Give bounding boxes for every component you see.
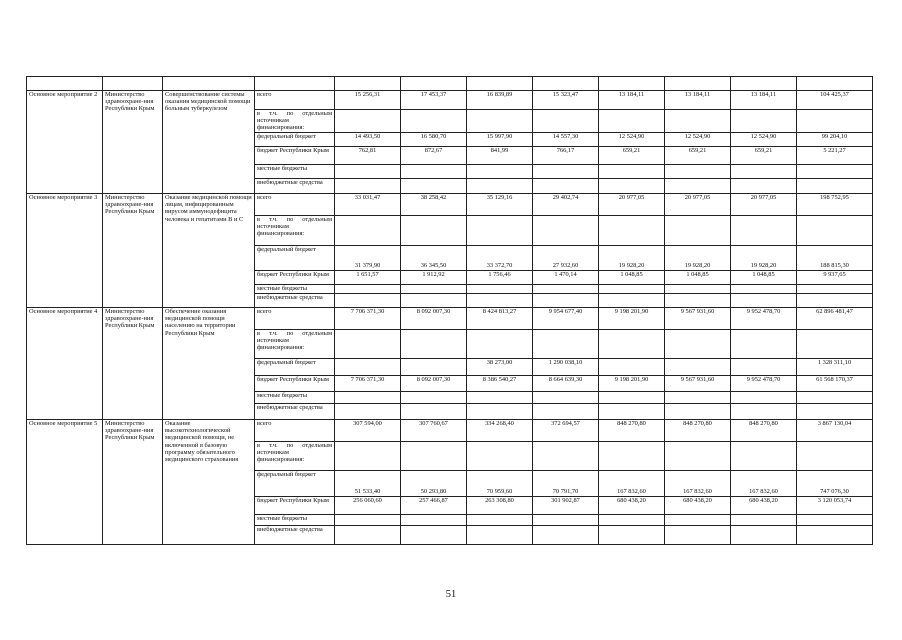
year-value-cell: 12 524,90 — [665, 133, 731, 147]
year-value-cell — [665, 359, 731, 376]
funding-source-cell: внебюджетные средства — [255, 404, 335, 420]
funding-source-cell: бюджет Республики Крым — [255, 271, 335, 285]
year-value-cell — [401, 216, 467, 246]
year-value-cell — [731, 294, 797, 308]
year-value-cell: 256 060,60 — [335, 497, 401, 515]
header-cell — [533, 77, 599, 91]
year-value-cell — [665, 404, 731, 420]
activity-name-cell: Основное мероприятие 5 — [27, 420, 103, 545]
year-value-cell — [401, 515, 467, 526]
funding-source-cell: внебюджетные средства — [255, 294, 335, 308]
year-value-cell — [335, 294, 401, 308]
funding-source-cell: внебюджетные средства — [255, 179, 335, 194]
budget-table — [26, 76, 873, 545]
year-value-cell — [335, 110, 401, 133]
year-value-cell — [335, 404, 401, 420]
header-cell — [255, 77, 335, 91]
year-value-cell — [401, 359, 467, 376]
year-value-cell — [335, 442, 401, 471]
year-value-cell: 9 952 478,70 — [731, 308, 797, 330]
year-value-cell: 263 308,80 — [467, 497, 533, 515]
year-value-cell: 12 524,90 — [731, 133, 797, 147]
year-value-cell: 659,21 — [665, 147, 731, 165]
year-value-cell: 38 258,42 — [401, 194, 467, 216]
responsible-executor-cell: Министерство здравоохране-ния Республики Крым — [103, 91, 163, 194]
header-cell — [103, 77, 163, 91]
measure-description-cell: Совершенствование системы оказания медицинской помощи больным туберкулезом — [163, 91, 255, 194]
year-value-cell: 1 048,85 — [731, 271, 797, 285]
funding-source-cell: федеральный бюджет — [255, 471, 335, 497]
year-value-cell: 70 959,60 — [467, 471, 533, 497]
year-value-cell: 8 424 813,27 — [467, 308, 533, 330]
year-value-cell: 1 048,85 — [599, 271, 665, 285]
year-value-cell — [401, 404, 467, 420]
header-cell — [401, 77, 467, 91]
year-value-cell — [599, 330, 665, 359]
total-value-cell — [797, 294, 873, 308]
year-value-cell: 9 567 931,60 — [665, 308, 731, 330]
year-value-cell — [335, 216, 401, 246]
year-value-cell — [335, 179, 401, 194]
year-value-cell: 13 184,11 — [731, 91, 797, 110]
year-value-cell — [599, 526, 665, 545]
year-value-cell — [467, 515, 533, 526]
funding-source-cell: в т.ч. по отдельным источникам финансирования: — [255, 442, 335, 471]
year-value-cell: 848 270,80 — [665, 420, 731, 442]
year-value-cell: 1 912,92 — [401, 271, 467, 285]
year-value-cell — [467, 216, 533, 246]
header-cell — [163, 77, 255, 91]
year-value-cell — [401, 330, 467, 359]
total-value-cell — [797, 404, 873, 420]
year-value-cell: 9 198 201,90 — [599, 308, 665, 330]
year-value-cell: 659,21 — [731, 147, 797, 165]
year-value-cell — [665, 179, 731, 194]
year-value-cell: 872,67 — [401, 147, 467, 165]
year-value-cell — [401, 392, 467, 404]
total-value-cell: 104 425,37 — [797, 91, 873, 110]
year-value-cell: 20 977,05 — [665, 194, 731, 216]
year-value-cell: 848 270,80 — [599, 420, 665, 442]
year-value-cell: 33 372,70 — [467, 246, 533, 271]
year-value-cell: 29 402,74 — [533, 194, 599, 216]
total-value-cell — [797, 442, 873, 471]
year-value-cell — [665, 330, 731, 359]
year-value-cell — [335, 526, 401, 545]
year-value-cell — [401, 179, 467, 194]
total-value-cell: 61 568 170,37 — [797, 376, 873, 392]
year-value-cell — [335, 165, 401, 179]
total-value-cell — [797, 285, 873, 294]
year-value-cell — [599, 179, 665, 194]
year-value-cell — [467, 392, 533, 404]
header-cell — [599, 77, 665, 91]
year-value-cell: 762,81 — [335, 147, 401, 165]
page-number: 51 — [445, 589, 457, 600]
table-row — [27, 194, 873, 216]
header-cell — [335, 77, 401, 91]
year-value-cell: 9 198 201,90 — [599, 376, 665, 392]
year-value-cell — [599, 165, 665, 179]
year-value-cell — [665, 526, 731, 545]
responsible-executor-cell: Министерство здравоохране-ния Республики Крым — [103, 194, 163, 308]
year-value-cell: 16 580,70 — [401, 133, 467, 147]
total-value-cell: 747 076,30 — [797, 471, 873, 497]
year-value-cell: 17 453,37 — [401, 91, 467, 110]
year-value-cell — [731, 330, 797, 359]
year-value-cell — [401, 110, 467, 133]
year-value-cell — [599, 294, 665, 308]
funding-source-cell: местные бюджеты — [255, 392, 335, 404]
year-value-cell: 1 290 038,10 — [533, 359, 599, 376]
year-value-cell: 1 470,14 — [533, 271, 599, 285]
funding-source-cell: бюджет Республики Крым — [255, 147, 335, 165]
table-header-row — [27, 77, 873, 91]
year-value-cell — [467, 165, 533, 179]
year-value-cell — [467, 404, 533, 420]
year-value-cell: 1 651,57 — [335, 271, 401, 285]
total-value-cell: 188 815,30 — [797, 246, 873, 271]
year-value-cell: 8 664 639,30 — [533, 376, 599, 392]
year-value-cell — [665, 216, 731, 246]
year-value-cell — [335, 285, 401, 294]
total-value-cell — [797, 515, 873, 526]
year-value-cell — [533, 110, 599, 133]
year-value-cell: 27 932,60 — [533, 246, 599, 271]
year-value-cell — [731, 216, 797, 246]
activity-name-cell: Основное мероприятие 3 — [27, 194, 103, 308]
responsible-executor-cell: Министерство здравоохране-ния Республики Крым — [103, 308, 163, 420]
table-row — [27, 420, 873, 442]
year-value-cell: 9 952 478,70 — [731, 376, 797, 392]
total-value-cell: 62 896 481,47 — [797, 308, 873, 330]
funding-source-cell: всего — [255, 308, 335, 330]
year-value-cell: 19 928,20 — [731, 246, 797, 271]
year-value-cell: 20 977,05 — [599, 194, 665, 216]
header-cell — [665, 77, 731, 91]
year-value-cell — [401, 442, 467, 471]
year-value-cell — [467, 442, 533, 471]
year-value-cell: 167 832,60 — [665, 471, 731, 497]
year-value-cell: 167 832,60 — [731, 471, 797, 497]
year-value-cell — [533, 330, 599, 359]
year-value-cell: 9 954 677,40 — [533, 308, 599, 330]
year-value-cell: 14 493,50 — [335, 133, 401, 147]
year-value-cell — [533, 392, 599, 404]
funding-source-cell: внебюджетные средства — [255, 526, 335, 545]
year-value-cell — [533, 165, 599, 179]
year-value-cell: 301 902,87 — [533, 497, 599, 515]
year-value-cell — [533, 515, 599, 526]
year-value-cell — [665, 294, 731, 308]
year-value-cell: 841,99 — [467, 147, 533, 165]
year-value-cell: 16 839,89 — [467, 91, 533, 110]
funding-source-cell: в т.ч. по отдельным источникам финансирования: — [255, 330, 335, 359]
year-value-cell — [665, 515, 731, 526]
year-value-cell — [731, 110, 797, 133]
year-value-cell — [731, 359, 797, 376]
year-value-cell: 8 386 540,27 — [467, 376, 533, 392]
year-value-cell — [335, 359, 401, 376]
year-value-cell — [467, 179, 533, 194]
total-value-cell — [797, 179, 873, 194]
year-value-cell: 36 345,50 — [401, 246, 467, 271]
year-value-cell — [731, 526, 797, 545]
year-value-cell: 680 438,20 — [731, 497, 797, 515]
year-value-cell: 9 567 931,60 — [665, 376, 731, 392]
year-value-cell — [731, 392, 797, 404]
year-value-cell: 766,17 — [533, 147, 599, 165]
year-value-cell: 12 524,90 — [599, 133, 665, 147]
year-value-cell — [467, 110, 533, 133]
measure-description-cell: Обеспечение оказания медицинской помощи населению на территории Республики Крым — [163, 308, 255, 420]
year-value-cell — [467, 285, 533, 294]
year-value-cell — [731, 515, 797, 526]
total-value-cell — [797, 330, 873, 359]
year-value-cell: 8 092 007,30 — [401, 308, 467, 330]
year-value-cell: 31 379,90 — [335, 246, 401, 271]
year-value-cell — [599, 442, 665, 471]
year-value-cell: 51 533,40 — [335, 471, 401, 497]
year-value-cell: 15 256,31 — [335, 91, 401, 110]
year-value-cell — [533, 179, 599, 194]
year-value-cell: 14 557,30 — [533, 133, 599, 147]
year-value-cell — [599, 359, 665, 376]
year-value-cell — [335, 330, 401, 359]
year-value-cell — [599, 515, 665, 526]
total-value-cell — [797, 165, 873, 179]
year-value-cell: 7 706 371,30 — [335, 376, 401, 392]
activity-name-cell: Основное мероприятие 2 — [27, 91, 103, 194]
year-value-cell: 70 791,70 — [533, 471, 599, 497]
year-value-cell — [599, 110, 665, 133]
year-value-cell — [467, 294, 533, 308]
funding-source-cell: бюджет Республики Крым — [255, 376, 335, 392]
total-value-cell: 3 867 130,04 — [797, 420, 873, 442]
year-value-cell: 848 270,80 — [731, 420, 797, 442]
funding-source-cell: всего — [255, 91, 335, 110]
year-value-cell — [533, 216, 599, 246]
year-value-cell: 334 268,40 — [467, 420, 533, 442]
year-value-cell: 19 928,20 — [665, 246, 731, 271]
year-value-cell: 15 323,47 — [533, 91, 599, 110]
funding-source-cell: в т.ч. по отдельным источникам финансирования: — [255, 110, 335, 133]
year-value-cell — [533, 294, 599, 308]
year-value-cell — [731, 285, 797, 294]
year-value-cell: 167 832,60 — [599, 471, 665, 497]
year-value-cell: 19 928,20 — [599, 246, 665, 271]
year-value-cell — [665, 442, 731, 471]
total-value-cell: 9 937,65 — [797, 271, 873, 285]
year-value-cell: 307 594,00 — [335, 420, 401, 442]
total-value-cell — [797, 216, 873, 246]
year-value-cell: 372 694,57 — [533, 420, 599, 442]
total-value-cell: 5 221,27 — [797, 147, 873, 165]
year-value-cell — [533, 526, 599, 545]
measure-description-cell: Оказание высокотехнологической медицинской помощи, не включенной в базовую программу обязательного медицинского страхования — [163, 420, 255, 545]
year-value-cell: 680 438,20 — [599, 497, 665, 515]
table-row — [27, 91, 873, 110]
year-value-cell: 659,21 — [599, 147, 665, 165]
year-value-cell — [665, 392, 731, 404]
year-value-cell — [533, 442, 599, 471]
funding-source-cell: всего — [255, 194, 335, 216]
total-value-cell: 1 328 311,10 — [797, 359, 873, 376]
funding-source-cell: местные бюджеты — [255, 165, 335, 179]
funding-source-cell: местные бюджеты — [255, 285, 335, 294]
year-value-cell — [401, 165, 467, 179]
year-value-cell — [665, 165, 731, 179]
year-value-cell — [533, 285, 599, 294]
year-value-cell — [599, 216, 665, 246]
total-value-cell: 198 752,95 — [797, 194, 873, 216]
year-value-cell: 33 031,47 — [335, 194, 401, 216]
funding-source-cell: федеральный бюджет — [255, 133, 335, 147]
year-value-cell: 1 756,46 — [467, 271, 533, 285]
total-value-cell: 3 120 053,74 — [797, 497, 873, 515]
year-value-cell — [665, 110, 731, 133]
funding-source-cell: федеральный бюджет — [255, 246, 335, 271]
funding-source-cell: федеральный бюджет — [255, 359, 335, 376]
year-value-cell: 15 997,90 — [467, 133, 533, 147]
measure-description-cell: Оказание медицинской помощи лицам, инфицированным вирусом иммунодефицита человека и гепатитами В и С — [163, 194, 255, 308]
year-value-cell — [401, 294, 467, 308]
total-value-cell — [797, 526, 873, 545]
header-cell — [27, 77, 103, 91]
funding-source-cell: всего — [255, 420, 335, 442]
year-value-cell: 307 760,67 — [401, 420, 467, 442]
year-value-cell: 13 184,11 — [599, 91, 665, 110]
funding-source-cell: в т.ч. по отдельным источникам финансирования: — [255, 216, 335, 246]
table-row — [27, 308, 873, 330]
responsible-executor-cell: Министерство здравоохране-ния Республики Крым — [103, 420, 163, 545]
year-value-cell — [731, 165, 797, 179]
year-value-cell — [599, 404, 665, 420]
year-value-cell: 38 273,00 — [467, 359, 533, 376]
year-value-cell: 7 706 371,30 — [335, 308, 401, 330]
year-value-cell: 50 293,80 — [401, 471, 467, 497]
year-value-cell — [467, 330, 533, 359]
year-value-cell: 20 977,05 — [731, 194, 797, 216]
year-value-cell — [665, 285, 731, 294]
funding-source-cell: бюджет Республики Крым — [255, 497, 335, 515]
year-value-cell: 257 466,87 — [401, 497, 467, 515]
year-value-cell — [599, 392, 665, 404]
year-value-cell — [533, 404, 599, 420]
year-value-cell — [467, 526, 533, 545]
table-body — [27, 77, 873, 545]
year-value-cell — [731, 442, 797, 471]
year-value-cell — [731, 404, 797, 420]
year-value-cell — [731, 179, 797, 194]
year-value-cell — [401, 285, 467, 294]
year-value-cell — [335, 392, 401, 404]
funding-source-cell: местные бюджеты — [255, 515, 335, 526]
header-cell — [467, 77, 533, 91]
total-value-cell — [797, 392, 873, 404]
header-cell — [797, 77, 873, 91]
activity-name-cell: Основное мероприятие 4 — [27, 308, 103, 420]
year-value-cell — [335, 515, 401, 526]
year-value-cell — [599, 285, 665, 294]
year-value-cell: 35 129,16 — [467, 194, 533, 216]
year-value-cell: 680 438,20 — [665, 497, 731, 515]
header-cell — [731, 77, 797, 91]
year-value-cell: 13 184,11 — [665, 91, 731, 110]
year-value-cell: 8 092 007,30 — [401, 376, 467, 392]
year-value-cell — [401, 526, 467, 545]
year-value-cell: 1 048,85 — [665, 271, 731, 285]
total-value-cell — [797, 110, 873, 133]
total-value-cell: 99 204,10 — [797, 133, 873, 147]
